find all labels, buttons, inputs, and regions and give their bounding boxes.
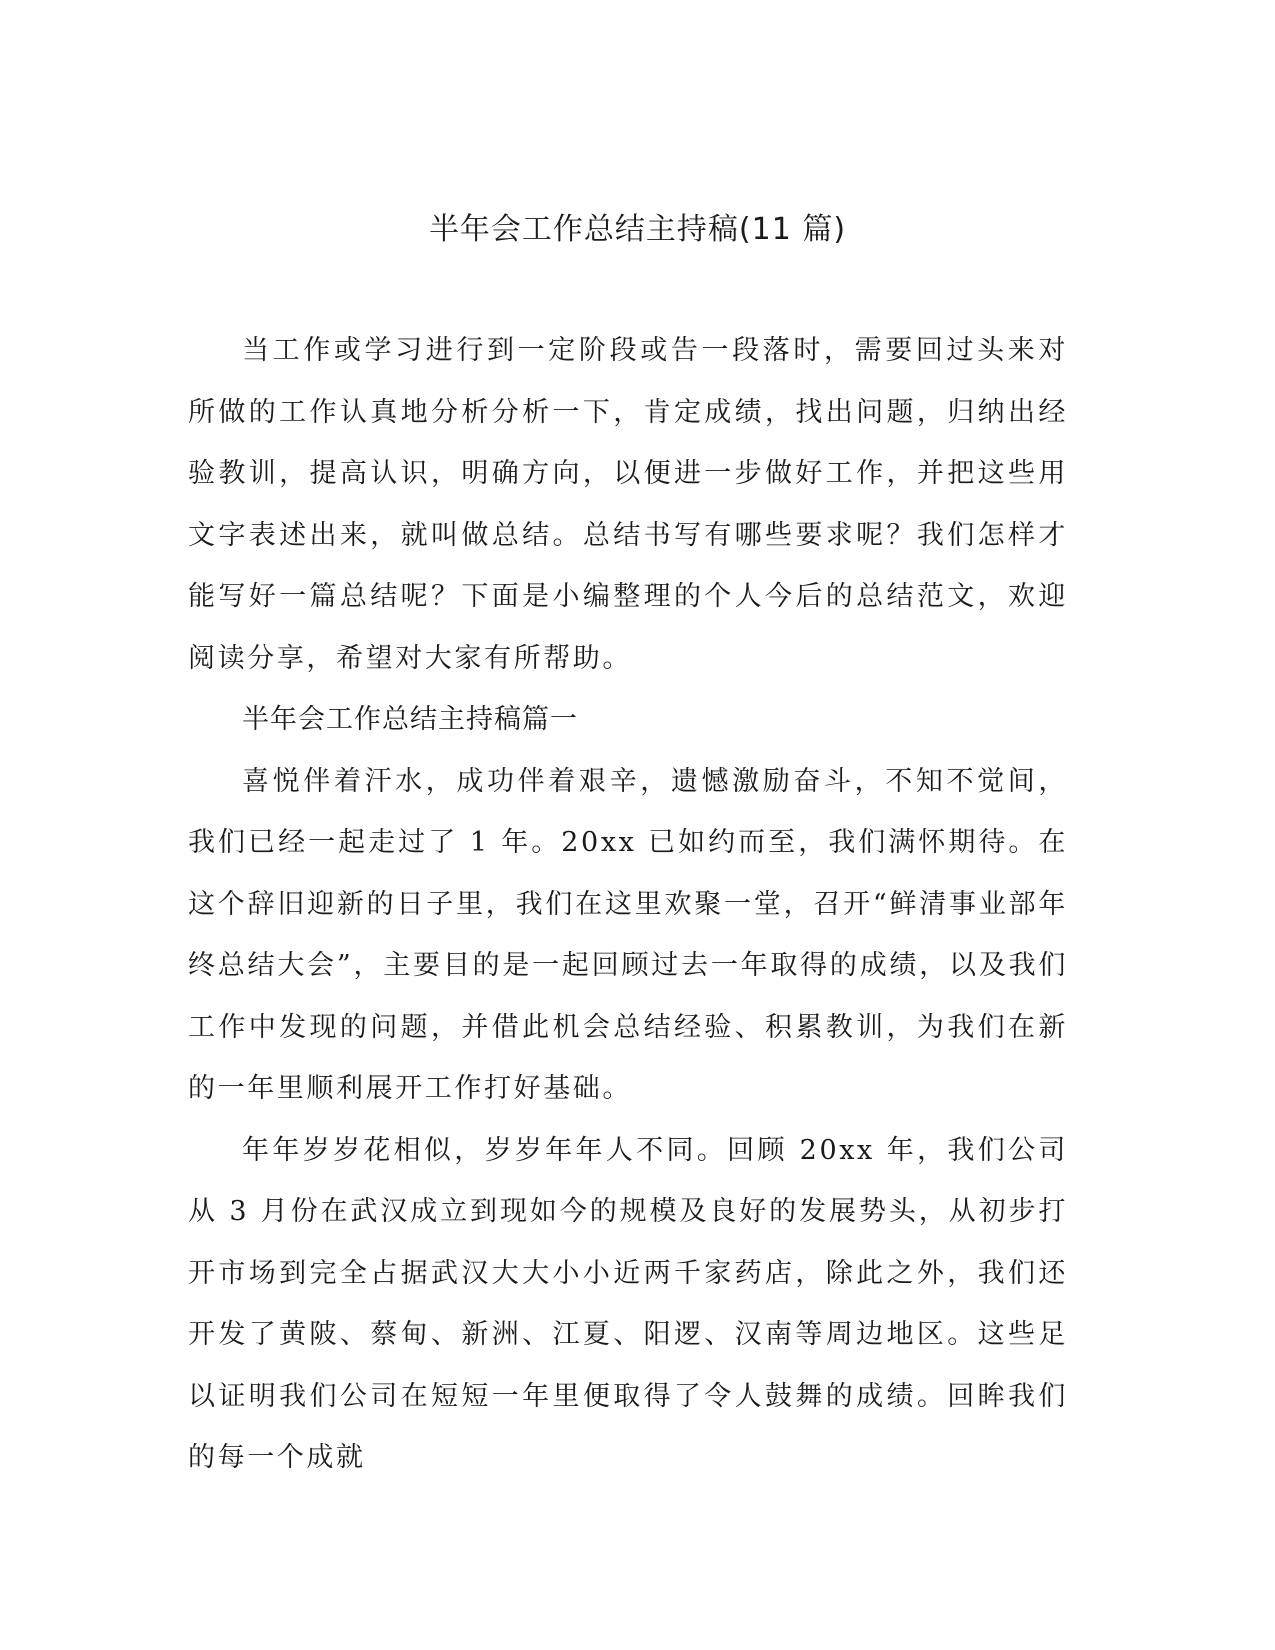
body-paragraph-2: 年年岁岁花相似，岁岁年年人不同。回顾 20xx 年，我们公司从 3 月份在武汉成立到现如今的规模及良好的发展势头，从初步打开市场到完全占据武汉大大小小近两千家药店，除此之外，我们还开发了黄陂、蔡甸、新洲、江夏、阳逻、汉南等周边地区。这些足以证明我们公司在短短一年里便取得了令人鼓舞的成绩。回眸我们的每一个成就 (188, 1134, 1068, 1473)
section-heading: 半年会工作总结主持稿篇一 (242, 704, 578, 735)
document-body (188, 320, 1068, 1489)
body-paragraph-1: 喜悦伴着汗水，成功伴着艰辛，遗憾激励奋斗，不知不觉间，我们已经一起走过了 1 年。20xx 已如约而至，我们满怀期待。在这个辞旧迎新的日子里，我们在这里欢聚一堂，召开“鲜清事业部年终总结大会”，主要目的是一起回顾过去一年取得的成绩，以及我们工作中发现的问题，并借此机会总结经验、积累教训，为我们在新的一年里顺利展开工作打好基础。 (188, 765, 1068, 1104)
document-title: 半年会工作总结主持稿(11 篇) (428, 212, 847, 247)
intro-paragraph: 当工作或学习进行到一定阶段或告一段落时，需要回过头来对所做的工作认真地分析分析一下，肯定成绩，找出问题，归纳出经验教训，提高认识，明确方向，以便进一步做好工作，并把这些用文字表述出来，就叫做总结。总结书写有哪些要求呢？我们怎样才能写好一篇总结呢？下面是小编整理的个人今后的总结范文，欢迎阅读分享，希望对大家有所帮助。 (188, 335, 1068, 674)
